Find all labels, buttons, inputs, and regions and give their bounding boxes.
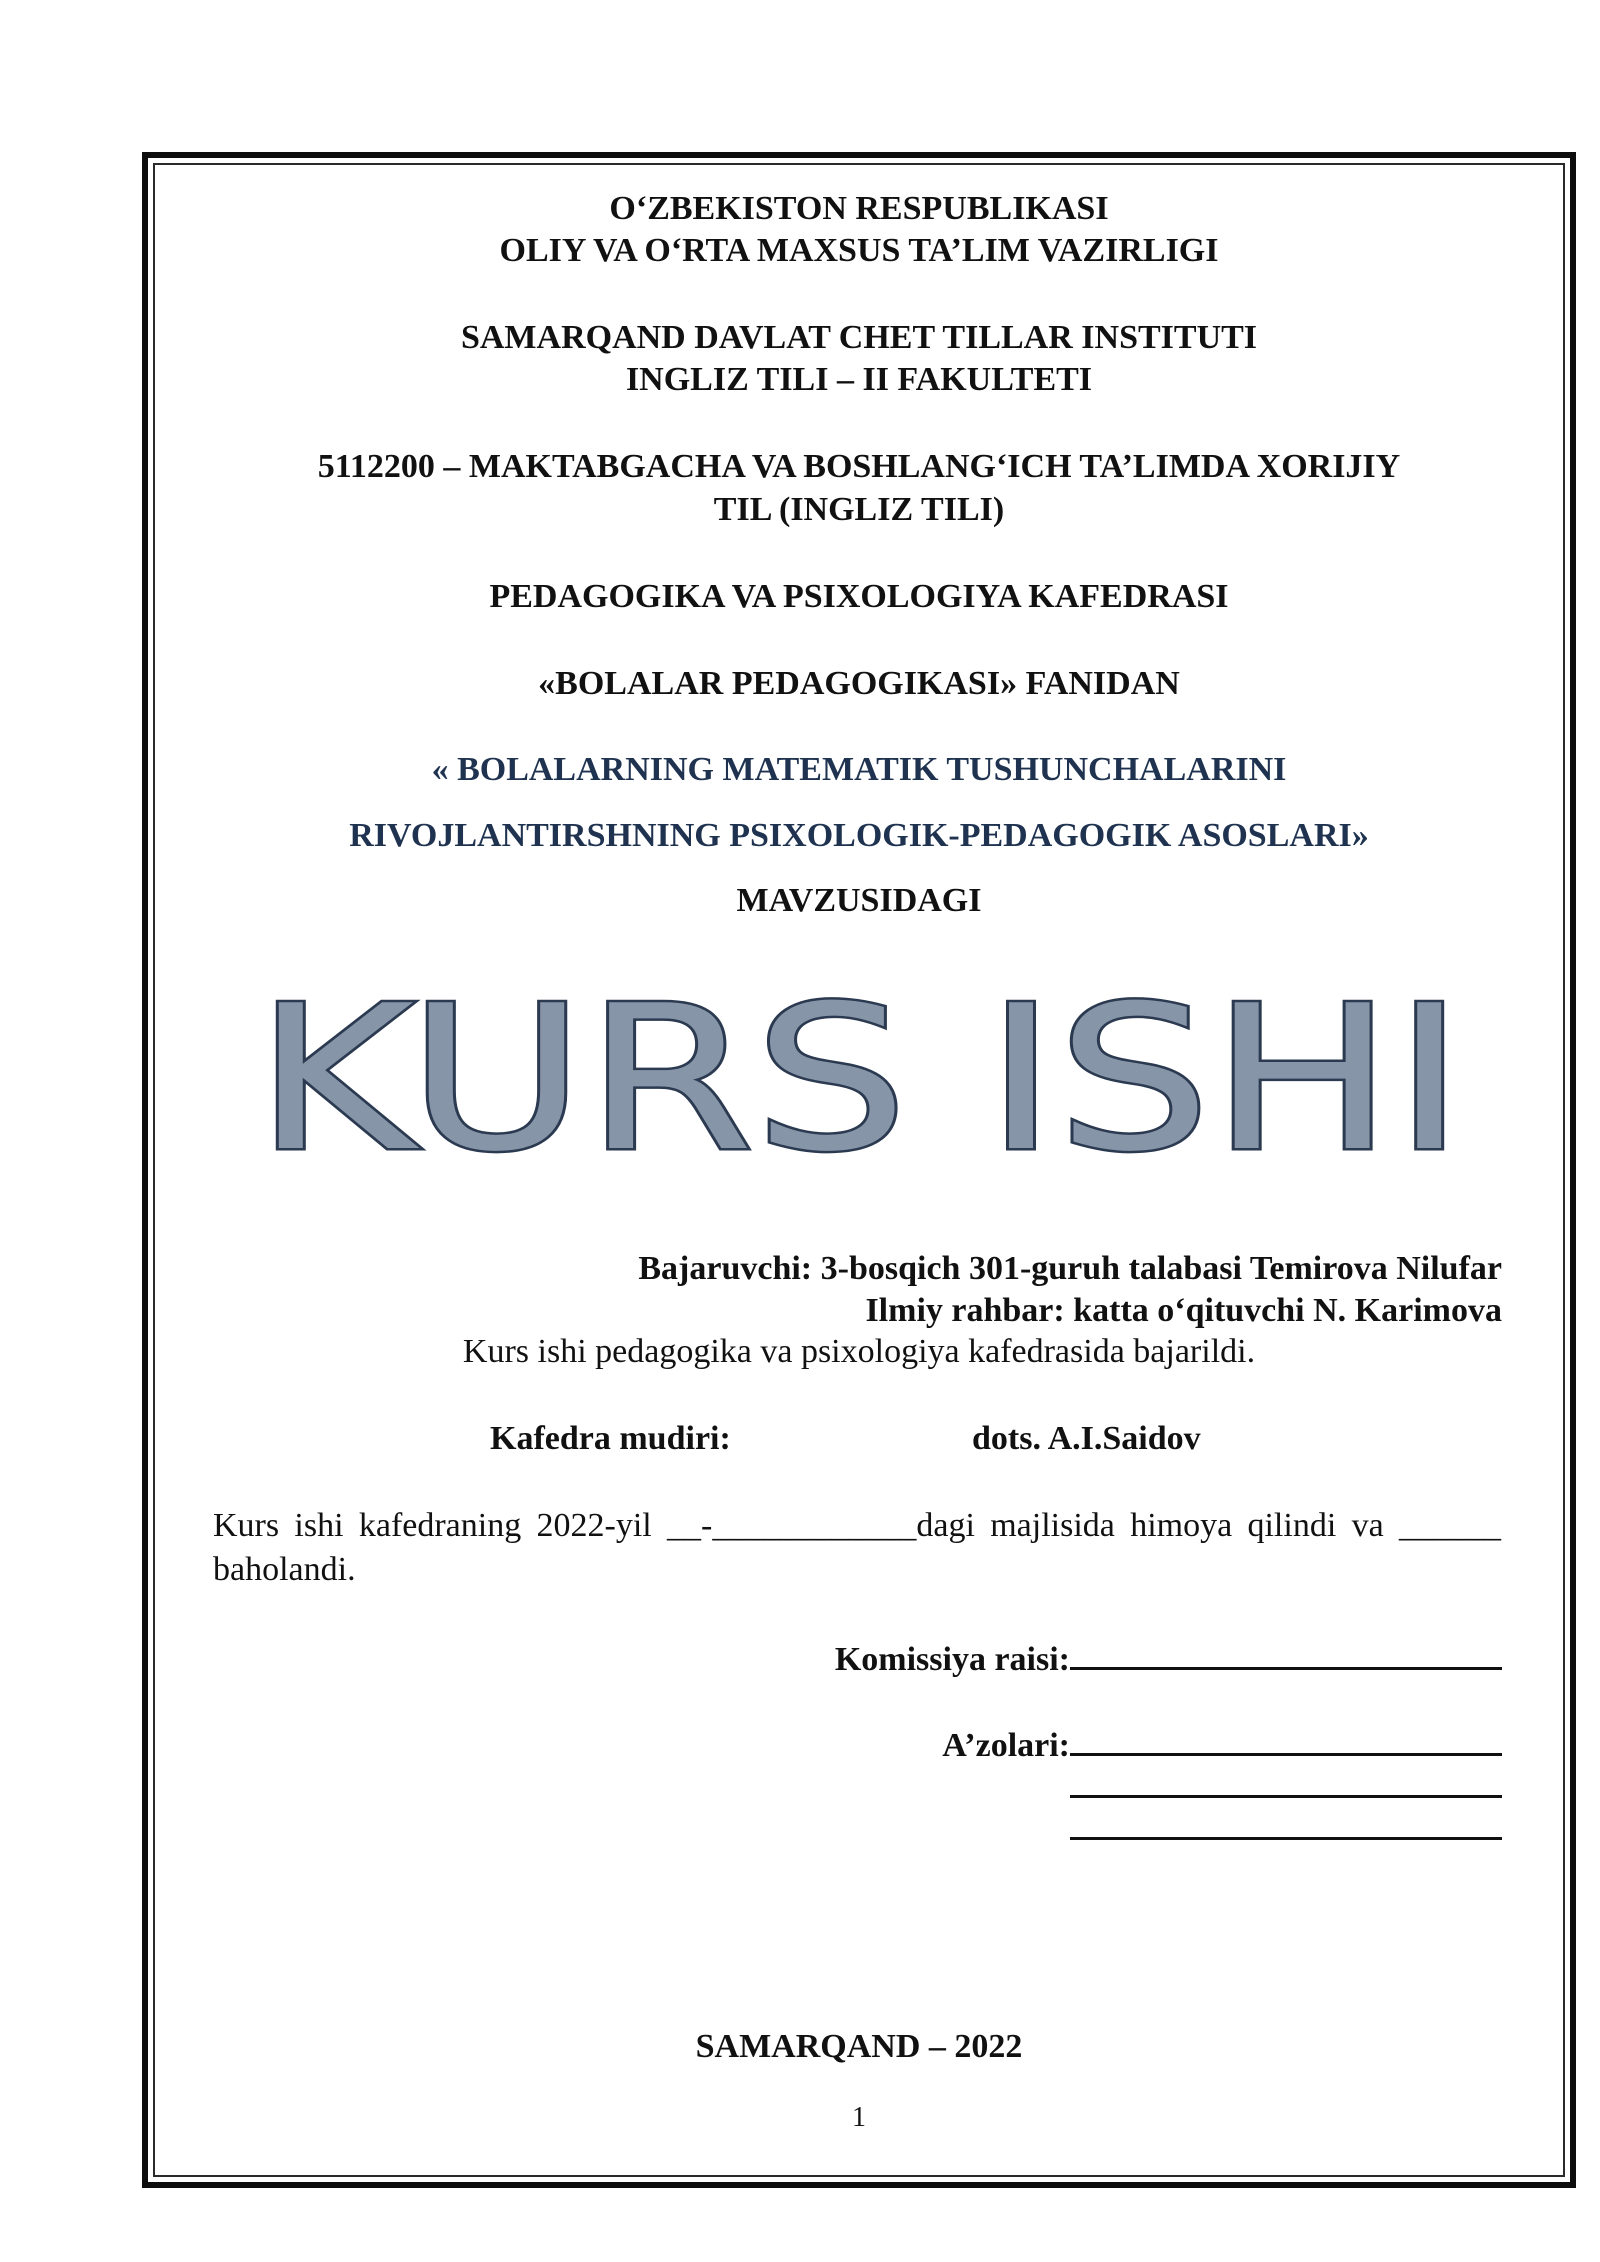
header-ministry: OLIY VA O‘RTA MAXSUS TA’LIM VAZIRLIGI [499, 232, 1219, 269]
defense-paragraph: Kurs ishi kafedraning 2022-yil __-____________dagi majlisida himoya qilindi va ______ baholandi. [213, 1507, 1501, 1588]
commission-chair-label: Komissiya raisi: [834, 1641, 1070, 1678]
department-head-label: Kafedra mudiri: [490, 1420, 731, 1457]
commission-chair [835, 1637, 1502, 1681]
executor-line: Bajaruvchi: 3-bosqich 301-guruh talabasi Temirova Nilufar [638, 1250, 1502, 1287]
header-institute: SAMARQAND DAVLAT CHET TILLAR INSTITUTI [460, 319, 1258, 356]
topic-line2: RIVOJLANTIRSHNING PSIXOLOGIK-PEDAGOGIK ASOSLARI» [349, 817, 1369, 854]
department-head-name: dots. A.I.Saidov [972, 1420, 1201, 1457]
header-faculty: INGLIZ TILI – II FAKULTETI [625, 361, 1093, 398]
page-number: 1 [852, 2102, 866, 2133]
header-specialty-line2: TIL (INGLIZ TILI) [713, 491, 1005, 528]
member-line-2-row [1070, 1765, 1502, 1809]
footer-city-year: SAMARQAND – 2022 [695, 2028, 1023, 2065]
header-country: O‘ZBEKISTON RESPUBLIKASI [609, 190, 1109, 227]
commission-members [942, 1723, 1502, 1767]
supervisor-line: Ilmiy rahbar: katta o‘qituvchi N. Karimova [865, 1292, 1502, 1329]
member-signature-line-2 [1070, 1765, 1502, 1798]
header-department: PEDAGOGIKA VA PSIXOLOGIYA KAFEDRASI [489, 578, 1229, 615]
kurs-ishi-title [250, 960, 1470, 1180]
header-specialty-line1: 5112200 – MAKTABGACHA VA BOSHLANG‘ICH TA’LIMDA XORIJIY [317, 448, 1401, 485]
member-line-3-row [1070, 1807, 1502, 1851]
member-signature-line-1 [1070, 1723, 1502, 1756]
member-signature-line-3 [1070, 1807, 1502, 1840]
commission-members-label: A’zolari: [942, 1727, 1070, 1764]
header-subject: «BOLALAR PEDAGOGIKASI» FANIDAN [538, 665, 1180, 702]
topic-line1: « BOLALARNING MATEMATIK TUSHUNCHALARINI [431, 751, 1287, 788]
kurs-ishi-text: KURS ISHI [255, 963, 1465, 1180]
topic-line3: MAVZUSIDAGI [736, 882, 982, 919]
chair-signature-line [1070, 1637, 1502, 1670]
done-note: Kurs ishi pedagogika va psixologiya kafedrasida bajarildi. [462, 1333, 1256, 1370]
